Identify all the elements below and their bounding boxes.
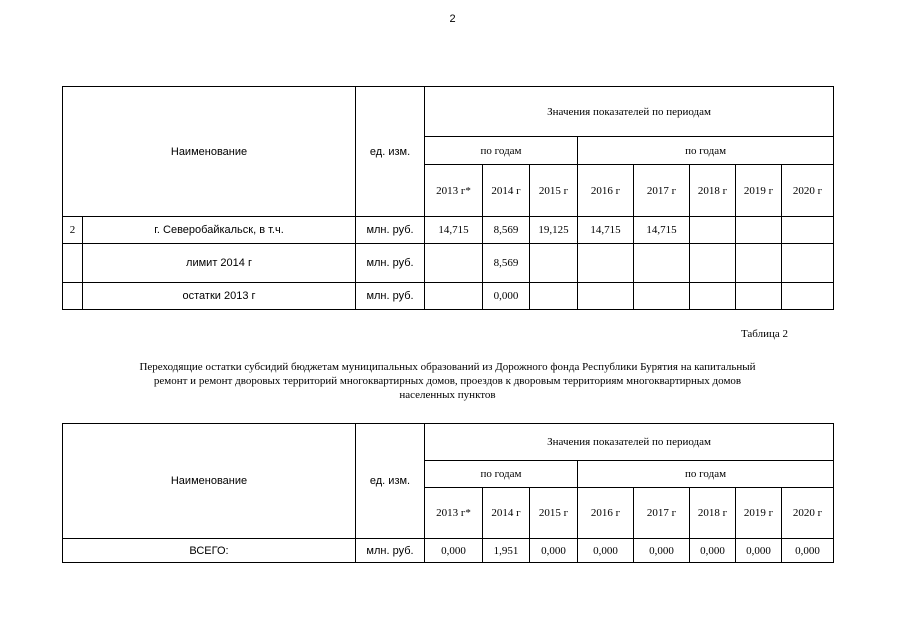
- table-row: [63, 217, 834, 244]
- value-cell: [578, 244, 634, 283]
- value-cell: [634, 244, 690, 283]
- year-header: 2018 г: [690, 488, 736, 539]
- value-cell: [530, 283, 578, 310]
- table-title: [62, 360, 833, 402]
- value-cell: 19,125: [530, 217, 578, 244]
- value-cell: 0,000: [483, 283, 530, 310]
- row-unit: млн. руб.: [356, 283, 425, 310]
- year-header: 2018 г: [690, 165, 736, 217]
- unit-column-header: ед. изм.: [356, 87, 425, 217]
- value-cell: [782, 283, 834, 310]
- row-unit: млн. руб.: [356, 244, 425, 283]
- year-header: 2014 г: [483, 488, 530, 539]
- year-header: 2014 г: [483, 165, 530, 217]
- value-cell: [736, 217, 782, 244]
- title-line: населенных пунктов: [399, 389, 496, 401]
- year-header: 2015 г: [530, 165, 578, 217]
- value-cell: 0,000: [425, 539, 483, 563]
- year-group-header: по годам: [425, 137, 578, 165]
- value-cell: 0,000: [782, 539, 834, 563]
- name-column-header: Наименование: [63, 87, 356, 217]
- subsidy-balances-table: [62, 423, 834, 563]
- year-header: 2016 г: [578, 165, 634, 217]
- value-cell: 0,000: [736, 539, 782, 563]
- value-cell: 0,000: [690, 539, 736, 563]
- value-cell: 0,000: [530, 539, 578, 563]
- year-header: 2017 г: [634, 165, 690, 217]
- year-header: 2015 г: [530, 488, 578, 539]
- row-unit: млн. руб.: [356, 539, 425, 563]
- year-group-header: по годам: [578, 461, 834, 488]
- table-row: [63, 244, 834, 283]
- value-cell: 8,569: [483, 217, 530, 244]
- row-name: лимит 2014 г: [83, 244, 356, 283]
- periods-header: Значения показателей по периодам: [425, 424, 834, 461]
- value-cell: [425, 244, 483, 283]
- year-header: 2013 г*: [425, 165, 483, 217]
- value-cell: [690, 217, 736, 244]
- page-number: 2: [449, 13, 456, 25]
- value-cell: [736, 283, 782, 310]
- table-row: [63, 539, 834, 563]
- row-number: [63, 244, 83, 283]
- value-cell: 8,569: [483, 244, 530, 283]
- table-row: [63, 283, 834, 310]
- row-number: [63, 283, 83, 310]
- value-cell: 1,951: [483, 539, 530, 563]
- value-cell: [530, 244, 578, 283]
- year-group-header: по годам: [425, 461, 578, 488]
- table-caption: Таблица 2: [740, 328, 788, 340]
- name-column-header: Наименование: [63, 424, 356, 539]
- row-name: остатки 2013 г: [83, 283, 356, 310]
- row-number: 2: [63, 217, 83, 244]
- value-cell: [425, 283, 483, 310]
- periods-header: Значения показателей по периодам: [425, 87, 834, 137]
- value-cell: [690, 244, 736, 283]
- value-cell: [782, 217, 834, 244]
- indicators-table: [62, 86, 834, 310]
- value-cell: [782, 244, 834, 283]
- year-header: 2020 г: [782, 165, 834, 217]
- title-line: ремонт и ремонт дворовых территорий многоквартирных домов, проездов к дворовым территориям многоквартирных домов: [153, 375, 742, 387]
- value-cell: 14,715: [425, 217, 483, 244]
- year-header: 2017 г: [634, 488, 690, 539]
- unit-column-header: ед. изм.: [356, 424, 425, 539]
- value-cell: [736, 244, 782, 283]
- year-header: 2019 г: [736, 488, 782, 539]
- value-cell: 0,000: [578, 539, 634, 563]
- year-header: 2013 г*: [425, 488, 483, 539]
- row-name: ВСЕГО:: [63, 539, 356, 563]
- value-cell: [690, 283, 736, 310]
- year-group-header: по годам: [578, 137, 834, 165]
- value-cell: [578, 283, 634, 310]
- year-header: 2019 г: [736, 165, 782, 217]
- title-line: Переходящие остатки субсидий бюджетам муниципальных образований из Дорожного фонда Республики Бурятия на капитальный: [139, 361, 756, 373]
- year-header: 2016 г: [578, 488, 634, 539]
- value-cell: [634, 283, 690, 310]
- value-cell: 14,715: [634, 217, 690, 244]
- row-name: г. Северобайкальск, в т.ч.: [83, 217, 356, 244]
- value-cell: 14,715: [578, 217, 634, 244]
- row-unit: млн. руб.: [356, 217, 425, 244]
- year-header: 2020 г: [782, 488, 834, 539]
- value-cell: 0,000: [634, 539, 690, 563]
